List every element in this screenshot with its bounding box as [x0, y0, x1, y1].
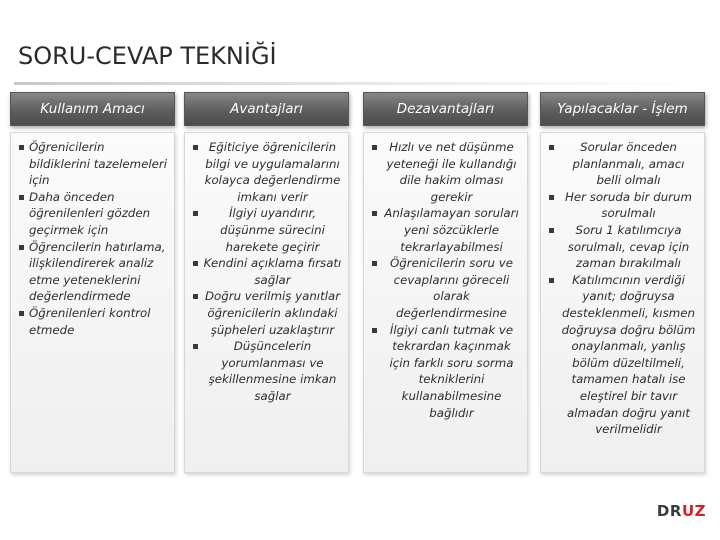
- title-divider: [14, 82, 706, 85]
- list-item: Doğru verilmiş yanıtlar öğrenicilerin aklındaki şüpheleri uzaklaştırır: [191, 288, 342, 338]
- list-item: Anlaşılamayan soruları yeni sözcüklerle tekrarlayabilmesi: [370, 205, 521, 255]
- list-item: Düşüncelerin yorumlanması ve şekillenmesine imkan sağlar: [191, 338, 342, 404]
- list-item: Katılımcının verdiği yanıt; doğruysa desteklenmeli, kısmen doğruysa doğru bölüm onaylanmalı, yanlış bölüm düzeltilmeli, tamamen hatalı ise eleştirel bir tavır almadan doğru yanıt verilmelidir: [547, 272, 698, 438]
- column-body: [540, 132, 705, 473]
- list-item: Her soruda bir durum sorulmalı: [547, 189, 698, 222]
- column-avantajlari: [184, 92, 349, 474]
- list-item: İlgiyi canlı tutmak ve tekrardan kaçınmak için farklı soru sorma tekniklerini kullanabilmesine bağlıdır: [370, 322, 521, 422]
- column-body: [184, 132, 349, 473]
- list-item: Sorular önceden planlanmalı, amacı belli olmalı: [547, 139, 698, 189]
- list-item: Eğiticiye öğrenicilerin bilgi ve uygulamalarını kolayca değerlendirme imkanı verir: [191, 139, 342, 205]
- column-body: [363, 132, 528, 473]
- column-yapilacaklar-islem: [540, 92, 705, 474]
- list-item: Öğrenicilerin soru ve cevaplarını göreceli olarak değerlendirmesine: [370, 255, 521, 321]
- column-body: [10, 132, 175, 473]
- column-kullanim-amaci: [10, 92, 175, 474]
- column-dezavantajlari: [363, 92, 528, 474]
- list-item: İlgiyi uyandırır, düşünme sürecini harekete geçirir: [191, 205, 342, 255]
- list-item: Daha önceden öğrenilenleri gözden geçirmek için: [17, 189, 168, 239]
- column-header: Kullanım Amacı: [10, 92, 175, 126]
- list-item: Öğrenilenleri kontrol etmede: [17, 305, 168, 338]
- page-title: SORU-CEVAP TEKNİĞİ: [18, 42, 277, 70]
- column-header: Dezavantajları: [363, 92, 528, 126]
- list-item: Hızlı ve net düşünme yeteneği ile kullandığı dile hakim olması gerekir: [370, 139, 521, 205]
- brand-logo: [657, 502, 706, 520]
- logo-text-dr: DR: [656, 502, 682, 520]
- list-item: Kendini açıklama fırsatı sağlar: [191, 255, 342, 288]
- column-header: Yapılacaklar - İşlem: [540, 92, 705, 126]
- column-header: Avantajları: [184, 92, 349, 126]
- logo-text-uz: UZ: [681, 502, 706, 520]
- list-item: Soru 1 katılımcıya sorulmalı, cevap için zaman bırakılmalı: [547, 222, 698, 272]
- list-item: Öğrenicilerin bildiklerini tazelemeleri için: [17, 139, 168, 189]
- list-item: Öğrencilerin hatırlama, ilişkilendirerek analiz etme yeteneklerini değerlendirmede: [17, 239, 168, 305]
